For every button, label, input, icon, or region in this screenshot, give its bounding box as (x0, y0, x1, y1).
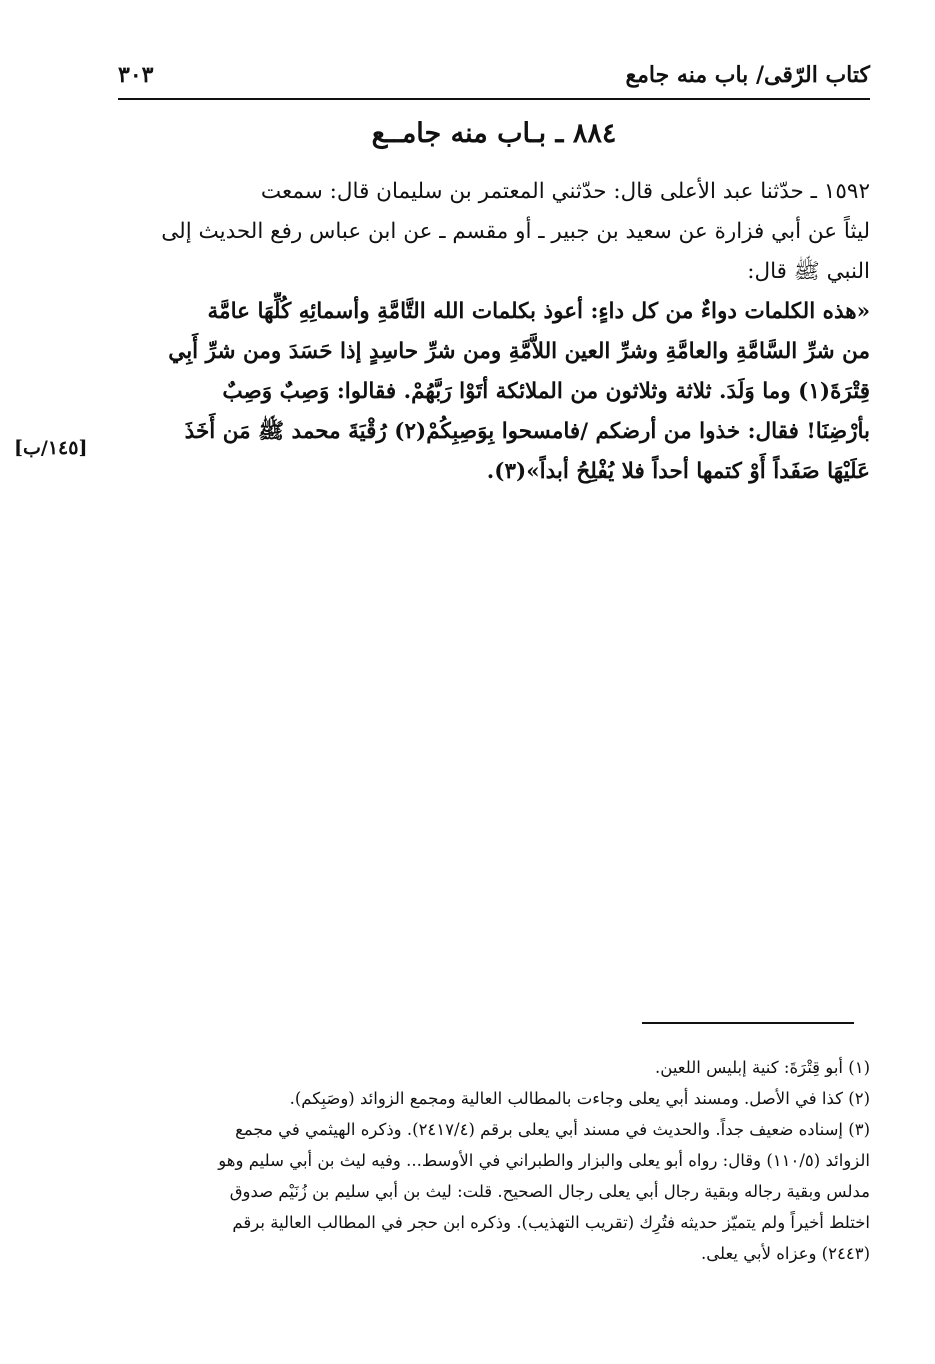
footnote-divider (642, 1022, 854, 1024)
footnotes (118, 1052, 870, 1269)
footnote-line: الزوائد (١١٠/٥) وقال: رواه أبو يعلى والبزار والطبراني في الأوسط... وفيه ليث بن أبي سليم وهو (218, 1151, 870, 1170)
manuscript-folio-reference: [١٤٥/ب] (14, 437, 88, 459)
footnote-line: (٣) إسناده ضعيف جداً. والحديث في مسند أبي يعلى برقم (٢٤١٧/٤). وذكره الهيثمي في مجمع (235, 1120, 870, 1139)
hadith-text (118, 172, 870, 492)
chapter-title: ٨٨٤ ـ بـاب منه جامــع (371, 118, 617, 149)
text-line: بأرْضِنَا! فقال: خذوا من أرضكم /فامسحوا بِوَصِبِكُمْ(٢) رُقْيَةَ محمد ﷺ مَن أَخَذَ (184, 419, 870, 444)
text-line: ١٥٩٢ ـ حدّثنا عبد الأعلى قال: حدّثني المعتمر بن سليمان قال: سمعت (260, 179, 870, 204)
text-line: عَلَيْهَا صَفَداً أَوْ كتمها أحداً فلا يُفْلِحُ أبداً»(٣). (486, 459, 870, 484)
text-line: قِتْرَةَ(١) وما وَلَدَ. ثلاثة وثلاثون من الملائكة أتَوْا رَبَّهُمْ. فقالوا: وَصِبٌ وَصِبٌ (222, 379, 870, 404)
page-number: ٣٠٣ (118, 62, 154, 88)
footnote-line: اختلط أخيراً ولم يتميّز حديثه فتُرِك (تقريب التهذيب). وذكره ابن حجر في المطالب العالية برقم (232, 1213, 870, 1232)
footnote-line: (٢٤٤٣) وعزاه لأبي يعلى. (701, 1244, 870, 1263)
text-line: النبي ﷺ قال: (747, 259, 870, 284)
running-header (118, 62, 870, 96)
header-divider (118, 98, 870, 100)
text-line: ليثاً عن أبي فزارة عن سعيد بن جبير ـ أو مقسم ـ عن ابن عباس رفع الحديث إلى (161, 219, 870, 244)
running-header-title: كتاب الرّقى/ باب منه جامع (625, 62, 870, 88)
footnote-line: مدلس وبقية رجاله وبقية رجال أبي يعلى رجال الصحيح. قلت: ليث بن أبي سليم بن زُنَيْم صدوق (229, 1182, 870, 1201)
footnote-line: (٢) كذا في الأصل. ومسند أبي يعلى وجاءت بالمطالب العالية ومجمع الزوائد (وصَبِكم). (289, 1089, 870, 1108)
footnote-line: (١) أبو قِتْرَةَ: كنية إبليس اللعين. (655, 1058, 870, 1077)
text-line: «هذه الكلمات دواءٌ من كل داءٍ: أعوذ بكلمات الله التَّامَّةِ وأسمائِهِ كُلِّهَا عامَّة (207, 299, 870, 324)
text-line: من شرِّ السَّامَّةِ والعامَّةِ وشرِّ العين اللاَّمَّةِ ومن شرِّ حاسِدٍ إذا حَسَدَ ومن شرِّ أَبِي (168, 339, 870, 364)
